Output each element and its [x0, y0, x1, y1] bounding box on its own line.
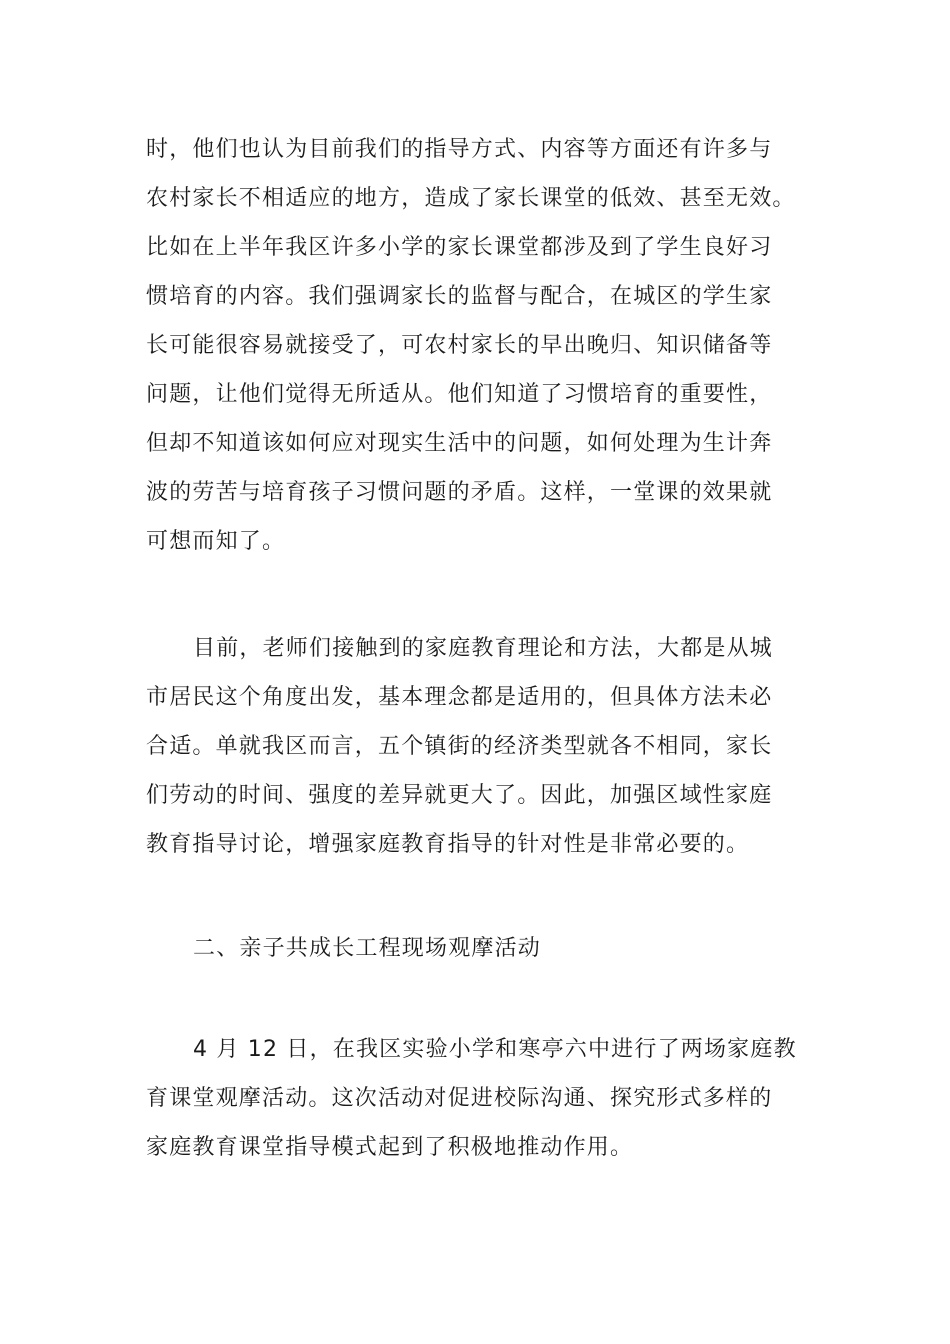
paragraph-1-line: 波的劳苦与培育孩子习惯问题的矛盾。这样，一堂课的效果就 — [146, 480, 773, 505]
paragraph-1-line: 可想而知了。 — [146, 529, 286, 554]
paragraph-2-line: 合适。单就我区而言，五个镇街的经济类型就各不相同，家长 — [146, 734, 773, 759]
paragraph-1-line: 比如在上半年我区许多小学的家长课堂都涉及到了学生良好习 — [146, 235, 773, 260]
paragraph-2-line: 们劳动的时间、强度的差异就更大了。因此，加强区域性家庭 — [146, 783, 773, 808]
paragraph-3-line: 育课堂观摩活动。这次活动对促进校际沟通、探究形式多样的 — [146, 1086, 773, 1111]
paragraph-2-line: 市居民这个角度出发，基本理念都是适用的，但具体方法未必 — [146, 685, 773, 710]
paragraph-1-line: 农村家长不相适应的地方，造成了家长课堂的低效、甚至无效。 — [146, 186, 796, 211]
paragraph-2-line: 目前，老师们接触到的家庭教育理论和方法，大都是从城 — [193, 636, 774, 661]
paragraph-1-line: 时，他们也认为目前我们的指导方式、内容等方面还有许多与 — [146, 137, 773, 162]
paragraph-1-line: 问题，让他们觉得无所适从。他们知道了习惯培育的重要性， — [146, 382, 773, 407]
paragraph-1-line: 惯培育的内容。我们强调家长的监督与配合，在城区的学生家 — [146, 284, 773, 309]
paragraph-3-line: 家庭教育课堂指导模式起到了积极地推动作用。 — [146, 1135, 634, 1160]
section-heading: 二、亲子共成长工程现场观摩活动 — [193, 936, 542, 961]
paragraph-2-line: 教育指导讨论，增强家庭教育指导的针对性是非常必要的。 — [146, 832, 750, 857]
paragraph-3-line: 4 月 12 日，在我区实验小学和寒亭六中进行了两场家庭教 — [193, 1037, 797, 1062]
paragraph-1-line: 但却不知道该如何应对现实生活中的问题，如何处理为生计奔 — [146, 431, 773, 456]
paragraph-1-line: 长可能很容易就接受了，可农村家长的早出晚归、知识储备等 — [146, 333, 773, 358]
